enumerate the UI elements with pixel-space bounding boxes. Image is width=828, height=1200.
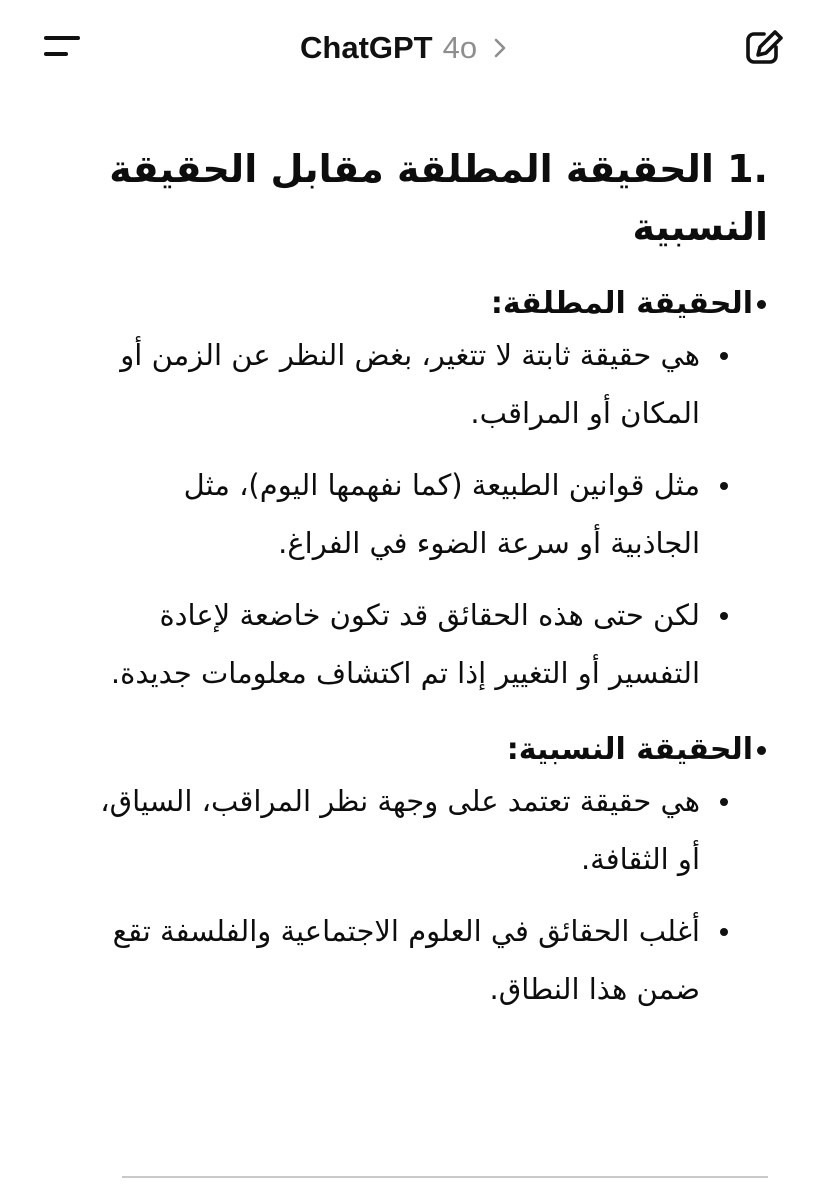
divider	[122, 1176, 768, 1178]
assistant-message	[96, 140, 772, 1018]
list-item	[96, 586, 772, 702]
list-item-text: لكن حتى هذه الحقائق قد تكون خاضعة لإعادة التفسير أو التغيير إذا تم اكتشاف معلومات جديدة.	[110, 598, 700, 690]
list-item-text: هي حقيقة تعتمد على وجهة نظر المراقب، السياق، أو الثقافة.	[100, 784, 700, 876]
list-item	[96, 456, 772, 572]
menu-button[interactable]	[36, 30, 88, 66]
absolute-truth-list	[96, 326, 772, 702]
list-item-text: أغلب الحقائق في العلوم الاجتماعية والفلسفة تقع ضمن هذا النطاق.	[112, 914, 700, 1006]
top-bar	[0, 0, 828, 96]
list-item	[96, 326, 772, 442]
list-item-text: هي حقيقة ثابتة لا تتغير، بغض النظر عن الزمن أو المكان أو المراقب.	[120, 338, 700, 430]
list-item	[96, 772, 772, 888]
heading-number: 1.	[727, 147, 768, 191]
model-name: 4o	[442, 30, 478, 65]
bullet-dot	[757, 746, 766, 755]
bullet-dot	[720, 352, 728, 360]
list-item-text: مثل قوانين الطبيعة (كما نفهمها اليوم)، مثل الجاذبية أو سرعة الضوء في الفراغ.	[183, 468, 700, 560]
section-title-text: الحقيقة المطلقة:	[490, 286, 753, 321]
section-title-absolute	[96, 282, 772, 326]
bullet-dot	[720, 482, 728, 490]
list-item	[96, 902, 772, 1018]
message-heading	[96, 140, 772, 256]
bullet-dot	[757, 300, 766, 309]
chevron-right-icon	[489, 37, 511, 59]
app-title: ChatGPT	[300, 30, 433, 65]
heading-text: الحقيقة المطلقة مقابل الحقيقة النسبية	[109, 147, 768, 249]
relative-truth-list	[96, 772, 772, 1018]
section-title-text: الحقيقة النسبية:	[506, 732, 753, 767]
bullet-dot	[720, 612, 728, 620]
bullet-dot	[720, 928, 728, 936]
model-selector[interactable]	[300, 26, 511, 70]
new-chat-button[interactable]	[738, 24, 790, 72]
bullet-dot	[720, 798, 728, 806]
new-chat-icon	[738, 24, 790, 72]
section-title-relative	[96, 728, 772, 772]
